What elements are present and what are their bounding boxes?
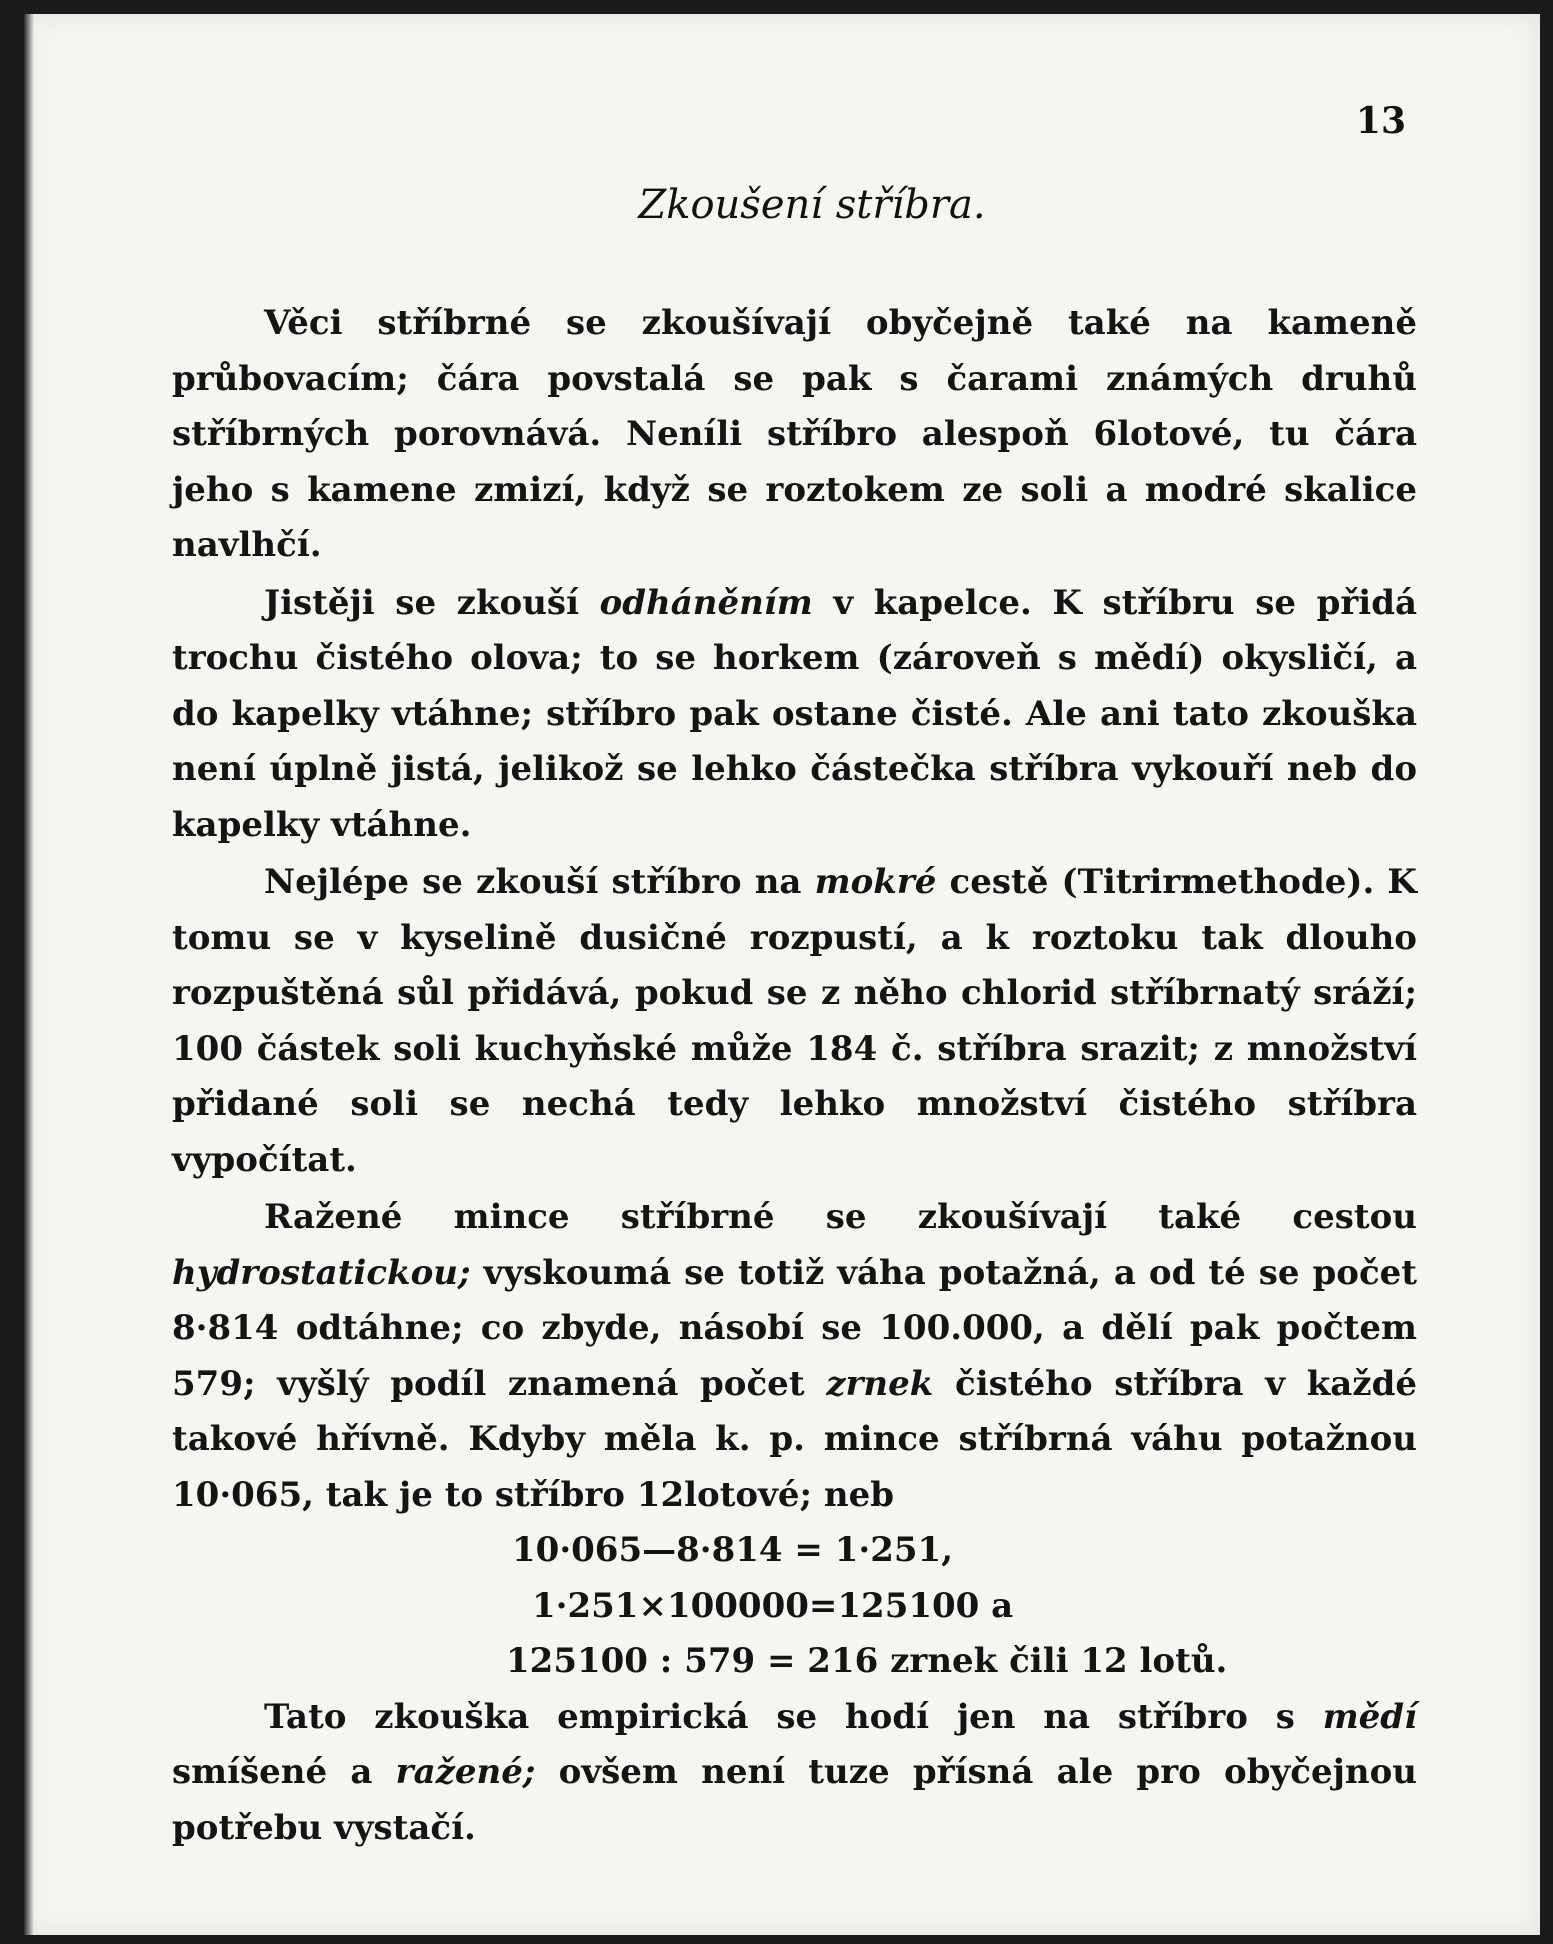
book-page [24, 14, 1540, 1935]
emphasis-text: ražené; [395, 1752, 536, 1792]
emphasis-text: mokré [814, 862, 937, 902]
equation-block [172, 1523, 1417, 1690]
text-run: cestě (Titrirmethode). K tomu se v kyselině dusičné rozpustí, a k roztoku tak dlouho rozpuštěná sůl přidává, pokud se z něho chlorid stříbrnatý sráží; 100 částek soli kuchyňské může 184 č. stříbra srazit; z množství přidané soli se nechá tedy lehko množství čistého stříbra vypočítat. [172, 862, 1417, 1180]
emphasis-text: hydrostatickou; [172, 1252, 471, 1293]
text-run: Věci stříbrné se zkoušívají obyčejně také na kameně průbovacím; čára povstalá se pak s čarami známých druhů stříbrných porovnává. Neníli stříbro alespoň 6lotové, tu čára jeho s kamene zmizí, když se roztokem ze soli a modré skalice navlhčí. [172, 303, 1417, 565]
page-number: 13 [1355, 100, 1406, 142]
paragraph [172, 1190, 1417, 1523]
paragraph [172, 576, 1417, 854]
emphasis-text: odháněním [599, 582, 813, 623]
equation-line: 1·251×100000=125100 a [532, 1585, 1014, 1626]
emphasis-text: mědí [1322, 1696, 1417, 1737]
emphasis-text: zrnek [826, 1363, 934, 1404]
text-run: čistého stříbra v každé takové hřívně. Kdyby měla k. p. mince stříbrná váhu potažnou 10·065, tak je to stříbro 12lotové; neb [172, 1363, 1417, 1515]
text-run: vyskoumá se totiž váha potažná, a od té se počet 8·814 odtáhne; co zbyde, násobí se 100.000, a dělí pak počtem 579; vyšlý podíl znamená počet [172, 1252, 1417, 1404]
paragraph [172, 1690, 1417, 1857]
text-run: Tato zkouška empirická se hodí jen na stříbro s [264, 1696, 1323, 1737]
text-run: v kapelce. K stříbru se přidá trochu čistého olova; to se horkem (zároveň s mědí) okysličí, a do kapelky vtáhne; stříbro pak ostane čisté. Ale ani tato zkouška není úplně jistá, jelikož se lehko částečka stříbra vykouří neb do kapelky vtáhne. [172, 582, 1417, 845]
paragraph [172, 296, 1417, 574]
equation-line: 10·065—8·814 = 1·251, [512, 1530, 954, 1570]
section-heading: Zkoušení stříbra. [638, 182, 986, 228]
paragraph [172, 855, 1417, 1188]
text-run: ovšem není tuze přísná ale pro obyčejnou potřebu vystačí. [172, 1752, 1417, 1848]
text-run: Nejlépe se zkouší stříbro na [264, 862, 815, 902]
equation-line: 125100 : 579 = 216 zrnek čili 12 lotů. [506, 1641, 1228, 1681]
body-text [172, 296, 1417, 1856]
text-run: Jistěji se zkouší [264, 582, 600, 623]
text-run: smíšené a [172, 1752, 396, 1792]
text-run: Ražené mince stříbrné se zkoušívají také cestou [264, 1197, 1417, 1237]
